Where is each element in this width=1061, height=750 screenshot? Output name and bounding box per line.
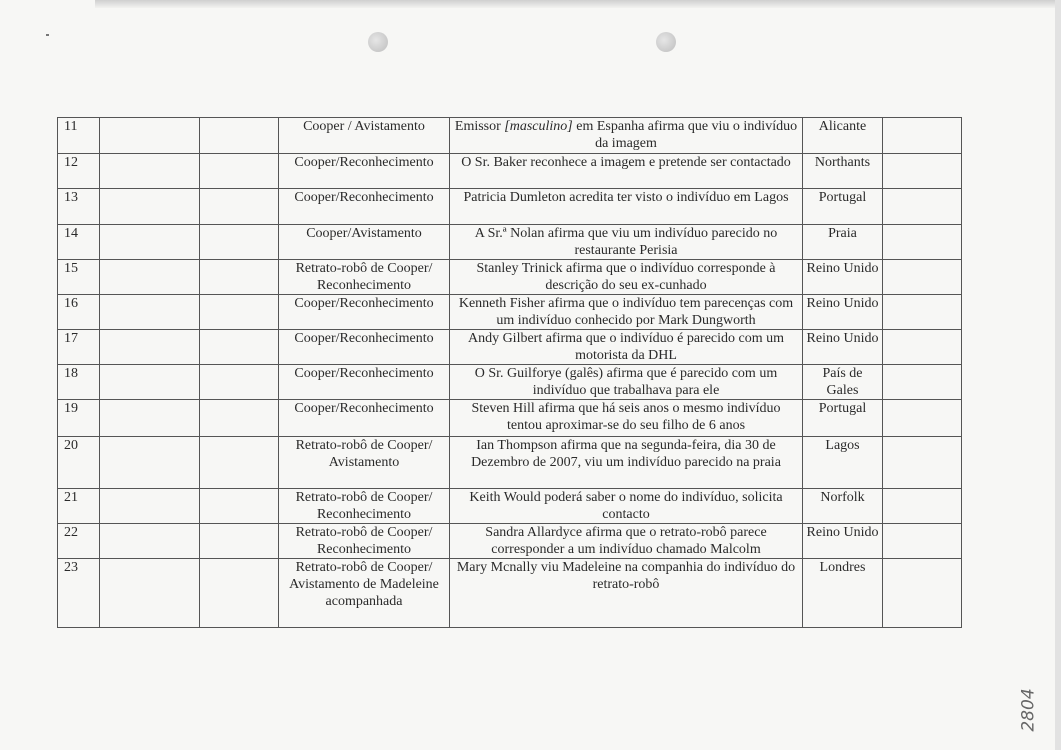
sightings-table	[57, 117, 962, 628]
empty-cell	[100, 118, 200, 154]
category-cell: Cooper/Reconhecimento	[279, 154, 450, 189]
location-cell: Lagos	[803, 437, 883, 489]
row-number: 17	[58, 330, 100, 365]
category-cell: Retrato-robô de Cooper/ Avistamento de Madeleine acompanhada	[279, 559, 450, 628]
category-cell: Retrato-robô de Cooper/ Reconhecimento	[279, 260, 450, 295]
empty-cell	[200, 400, 279, 437]
punch-hole	[656, 32, 676, 52]
handwritten-page-number: 2804	[1018, 688, 1039, 732]
location-cell: Reino Unido	[803, 524, 883, 559]
table-row	[58, 365, 962, 400]
location-cell: Reino Unido	[803, 330, 883, 365]
empty-cell	[200, 295, 279, 330]
empty-cell	[200, 118, 279, 154]
row-number: 15	[58, 260, 100, 295]
row-number: 23	[58, 559, 100, 628]
row-number: 16	[58, 295, 100, 330]
table-row	[58, 118, 962, 154]
location-cell: Norfolk	[803, 489, 883, 524]
empty-cell	[883, 559, 962, 628]
description-cell: Ian Thompson afirma que na segunda-feira, dia 30 de Dezembro de 2007, viu um indivíduo parecido na praia	[450, 437, 803, 489]
description-cell: Patricia Dumleton acredita ter visto o indivíduo em Lagos	[450, 189, 803, 225]
description-text: Emissor	[454, 119, 505, 134]
empty-cell	[883, 437, 962, 489]
category-cell: Cooper/Reconhecimento	[279, 400, 450, 437]
description-cell: Kenneth Fisher afirma que o indivíduo tem parecenças com um indivíduo conhecido por Mark Dungworth	[450, 295, 803, 330]
description-cell: Sandra Allardyce afirma que o retrato-robô parece corresponder a um indivíduo chamado Malcolm	[450, 524, 803, 559]
empty-cell	[100, 260, 200, 295]
scan-edge	[95, 0, 1061, 8]
table-row	[58, 295, 962, 330]
category-cell: Cooper/Reconhecimento	[279, 365, 450, 400]
scan-speck	[46, 34, 49, 36]
empty-cell	[200, 189, 279, 225]
category-cell: Retrato-robô de Cooper/ Reconhecimento	[279, 524, 450, 559]
description-cell: Andy Gilbert afirma que o indivíduo é parecido com um motorista da DHL	[450, 330, 803, 365]
location-cell: Portugal	[803, 400, 883, 437]
table-row	[58, 260, 962, 295]
empty-cell	[200, 365, 279, 400]
empty-cell	[100, 400, 200, 437]
location-cell: País de Gales	[803, 365, 883, 400]
location-cell: Reino Unido	[803, 260, 883, 295]
description-cell: Steven Hill afirma que há seis anos o mesmo indivíduo tentou aproximar-se do seu filho de 6 anos	[450, 400, 803, 437]
table-row	[58, 154, 962, 189]
location-cell: Reino Unido	[803, 295, 883, 330]
punch-hole	[368, 32, 388, 52]
category-cell: Cooper/Reconhecimento	[279, 189, 450, 225]
empty-cell	[883, 225, 962, 260]
empty-cell	[100, 189, 200, 225]
empty-cell	[883, 118, 962, 154]
empty-cell	[883, 189, 962, 225]
empty-cell	[100, 330, 200, 365]
category-cell: Cooper/Avistamento	[279, 225, 450, 260]
location-cell: Northants	[803, 154, 883, 189]
empty-cell	[200, 489, 279, 524]
table-row	[58, 437, 962, 489]
empty-cell	[883, 400, 962, 437]
category-cell: Cooper/Reconhecimento	[279, 330, 450, 365]
empty-cell	[200, 260, 279, 295]
description-cell: A Sr.ª Nolan afirma que viu um indivíduo parecido no restaurante Perisia	[450, 225, 803, 260]
table-row	[58, 400, 962, 437]
empty-cell	[200, 437, 279, 489]
empty-cell	[100, 524, 200, 559]
description-cell: Stanley Trinick afirma que o indivíduo corresponde à descrição do seu ex-cunhado	[450, 260, 803, 295]
row-number: 14	[58, 225, 100, 260]
empty-cell	[100, 559, 200, 628]
description-cell: Mary Mcnally viu Madeleine na companhia do indivíduo do retrato-robô	[450, 559, 803, 628]
empty-cell	[200, 154, 279, 189]
empty-cell	[200, 225, 279, 260]
row-number: 12	[58, 154, 100, 189]
row-number: 21	[58, 489, 100, 524]
empty-cell	[883, 154, 962, 189]
empty-cell	[100, 154, 200, 189]
empty-cell	[100, 437, 200, 489]
row-number: 22	[58, 524, 100, 559]
category-cell: Retrato-robô de Cooper/ Avistamento	[279, 437, 450, 489]
empty-cell	[200, 330, 279, 365]
table-row	[58, 489, 962, 524]
row-number: 19	[58, 400, 100, 437]
description-cell: Keith Would poderá saber o nome do indivíduo, solicita contacto	[450, 489, 803, 524]
empty-cell	[100, 365, 200, 400]
table-row	[58, 330, 962, 365]
row-number: 20	[58, 437, 100, 489]
location-cell: Alicante	[803, 118, 883, 154]
empty-cell	[100, 295, 200, 330]
row-number: 13	[58, 189, 100, 225]
empty-cell	[200, 524, 279, 559]
scan-edge-right	[1055, 0, 1061, 750]
row-number: 11	[58, 118, 100, 154]
table-row	[58, 524, 962, 559]
description-cell	[450, 118, 803, 154]
empty-cell	[200, 559, 279, 628]
empty-cell	[100, 489, 200, 524]
category-cell: Retrato-robô de Cooper/ Reconhecimento	[279, 489, 450, 524]
description-text: em Espanha afirma que viu o indivíduo da imagem	[572, 119, 798, 151]
category-cell: Cooper/Reconhecimento	[279, 295, 450, 330]
empty-cell	[883, 365, 962, 400]
description-cell: O Sr. Guilforye (galês) afirma que é parecido com um indivíduo que trabalhava para ele	[450, 365, 803, 400]
empty-cell	[883, 524, 962, 559]
table-row	[58, 189, 962, 225]
empty-cell	[100, 225, 200, 260]
location-cell: Praia	[803, 225, 883, 260]
row-number: 18	[58, 365, 100, 400]
table-row	[58, 559, 962, 628]
empty-cell	[883, 260, 962, 295]
italic-annotation: [masculino]	[504, 119, 573, 134]
category-cell: Cooper / Avistamento	[279, 118, 450, 154]
description-cell: O Sr. Baker reconhece a imagem e pretende ser contactado	[450, 154, 803, 189]
location-cell: Portugal	[803, 189, 883, 225]
empty-cell	[883, 330, 962, 365]
table-row	[58, 225, 962, 260]
empty-cell	[883, 295, 962, 330]
location-cell: Londres	[803, 559, 883, 628]
empty-cell	[883, 489, 962, 524]
